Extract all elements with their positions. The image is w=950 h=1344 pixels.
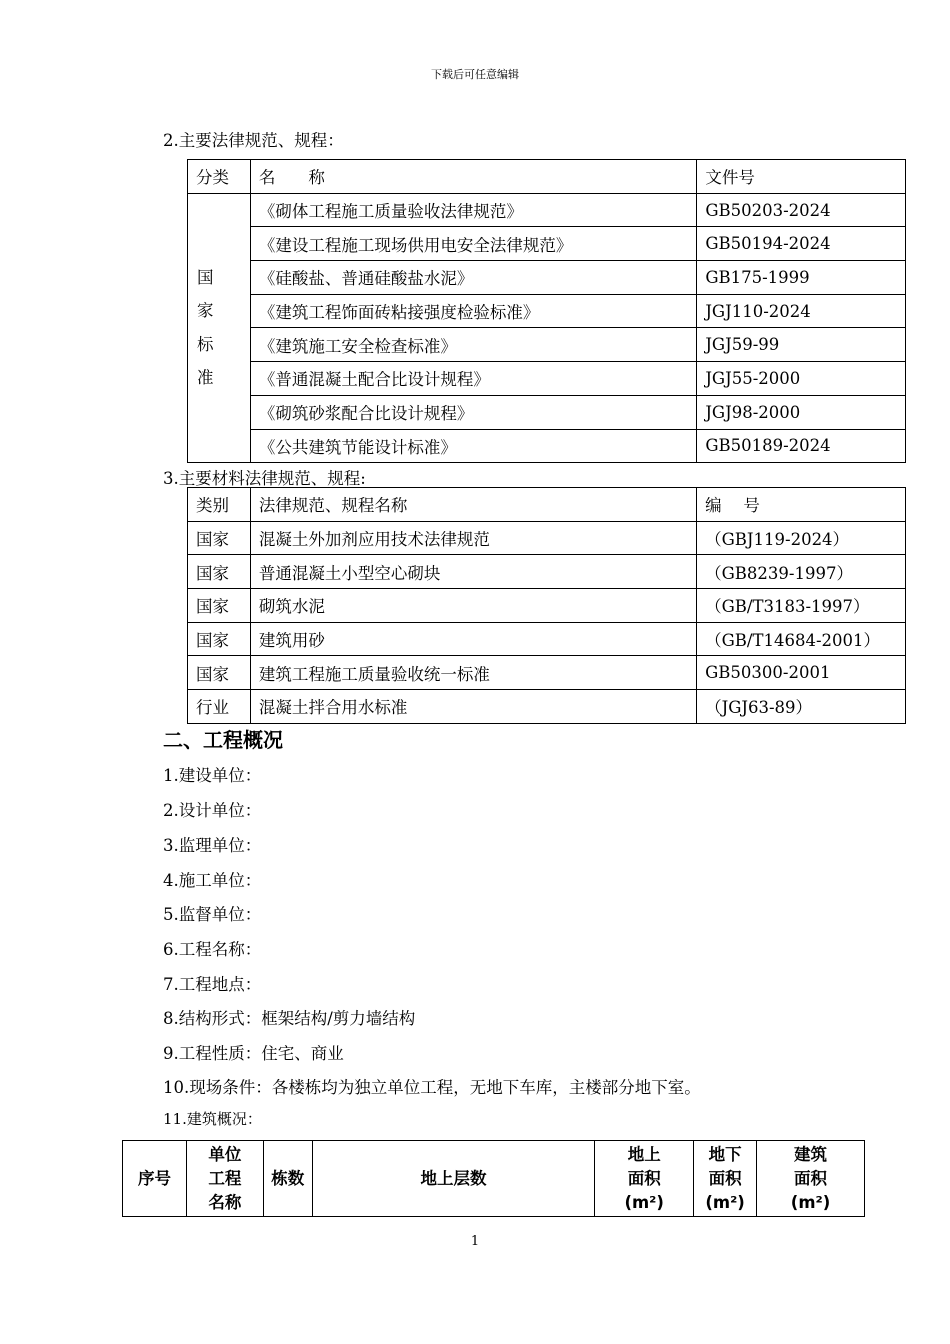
standard-name: 《建筑施工安全检查标准》: [250, 328, 696, 362]
standard-name: 普通混凝土小型空心砌块: [250, 555, 696, 589]
header-cell: 法律规范、规程名称: [250, 488, 696, 522]
category-cell: 国家: [188, 521, 251, 555]
section-heading: 二、工程概况: [163, 728, 283, 752]
standard-name: 《砌体工程施工质量验收法律规范》: [250, 193, 696, 227]
overview-item: 7.工程地点：: [163, 975, 262, 994]
document-number: JGJ110-2024: [697, 294, 906, 328]
header-cell: 栋数: [263, 1141, 312, 1217]
standard-name: 建筑用砂: [250, 622, 696, 656]
header-cell: 建筑 面积 (m²): [757, 1141, 865, 1217]
table-row: [188, 589, 906, 623]
document-number: （JGJ63-89）: [697, 690, 906, 724]
table-row: [188, 555, 906, 589]
header-cell: 地上层数: [312, 1141, 595, 1217]
category-cell: 国家: [188, 589, 251, 623]
law-table-header: [188, 160, 906, 194]
overview-item: 8.结构形式：框架结构/剪力墙结构: [163, 1009, 416, 1028]
page-header: 下载后可任意编辑: [431, 68, 519, 81]
overview-item: 10.现场条件：各楼栋均为独立单位工程，无地下车库，主楼部分地下室。: [163, 1078, 701, 1097]
material-table: [187, 487, 906, 724]
standard-name: 《建设工程施工现场供用电安全法律规范》: [250, 227, 696, 261]
document-number: GB50300-2001: [697, 656, 906, 690]
document-number: GB50194-2024: [697, 227, 906, 261]
table-row: [188, 656, 906, 690]
standard-name: 《公共建筑节能设计标准》: [250, 429, 696, 463]
building-table-header: [123, 1141, 865, 1217]
standard-name: 混凝土外加剂应用技术法律规范: [250, 521, 696, 555]
table-row: [188, 690, 906, 724]
document-number: （GB/T14684-2001）: [697, 622, 906, 656]
category-cell: 行业: [188, 690, 251, 724]
overview-item: 11.建筑概况：: [163, 1110, 262, 1128]
header-cell: 地下 面积 (m²): [694, 1141, 757, 1217]
header-cell: 分类: [188, 160, 251, 194]
header-cell: 类别: [188, 488, 251, 522]
table-row: [188, 261, 906, 295]
overview-item: 5.监督单位：: [163, 905, 262, 924]
overview-item: 9.工程性质：住宅、商业: [163, 1044, 344, 1063]
table-row: [188, 521, 906, 555]
document-number: JGJ59-99: [697, 328, 906, 362]
category-cell: 国家: [188, 622, 251, 656]
table-row: [188, 362, 906, 396]
document-number: （GB8239-1997）: [697, 555, 906, 589]
overview-item: 3.监理单位：: [163, 836, 262, 855]
overview-item: 6.工程名称：: [163, 940, 262, 959]
page-number: 1: [470, 1234, 480, 1249]
building-table: [122, 1140, 865, 1217]
table-row: [188, 622, 906, 656]
material-table-header: [188, 488, 906, 522]
table-row: [188, 328, 906, 362]
overview-item: 1.建设单位：: [163, 766, 262, 785]
header-cell: 地上 面积 (m²): [595, 1141, 694, 1217]
table-row: [188, 227, 906, 261]
document-number: JGJ55-2000: [697, 362, 906, 396]
table-row: [188, 294, 906, 328]
document-number: （GBJ119-2024）: [697, 521, 906, 555]
table-row: [188, 429, 906, 463]
standard-name: 《建筑工程饰面砖粘接强度检验标准》: [250, 294, 696, 328]
header-cell: 序号: [123, 1141, 187, 1217]
overview-item: 4.施工单位：: [163, 871, 262, 890]
category-cell: 国家: [188, 656, 251, 690]
law-table: [187, 159, 906, 463]
header-cell: 名 称: [250, 160, 696, 194]
standard-name: 《硅酸盐、普通硅酸盐水泥》: [250, 261, 696, 295]
standard-name: 建筑工程施工质量验收统一标准: [250, 656, 696, 690]
standard-name: 《砌筑砂浆配合比设计规程》: [250, 395, 696, 429]
category-cell: 国 家 标 准: [188, 193, 251, 463]
standard-name: 砌筑水泥: [250, 589, 696, 623]
document-number: GB50203-2024: [697, 193, 906, 227]
document-number: （GB/T3183-1997）: [697, 589, 906, 623]
section-3-title: 3.主要材料法律规范、规程:: [163, 469, 366, 488]
standard-name: 混凝土拌合用水标准: [250, 690, 696, 724]
document-number: JGJ98-2000: [697, 395, 906, 429]
document-number: GB175-1999: [697, 261, 906, 295]
standard-name: 《普通混凝土配合比设计规程》: [250, 362, 696, 396]
category-cell: 国家: [188, 555, 251, 589]
header-cell: 编 号: [697, 488, 906, 522]
header-cell: 文件号: [697, 160, 906, 194]
section-2-title: 2.主要法律规范、规程：: [163, 131, 344, 150]
document-number: GB50189-2024: [697, 429, 906, 463]
table-row: [188, 193, 906, 227]
header-cell: 单位 工程 名称: [186, 1141, 263, 1217]
overview-item: 2.设计单位：: [163, 801, 262, 820]
table-row: [188, 395, 906, 429]
